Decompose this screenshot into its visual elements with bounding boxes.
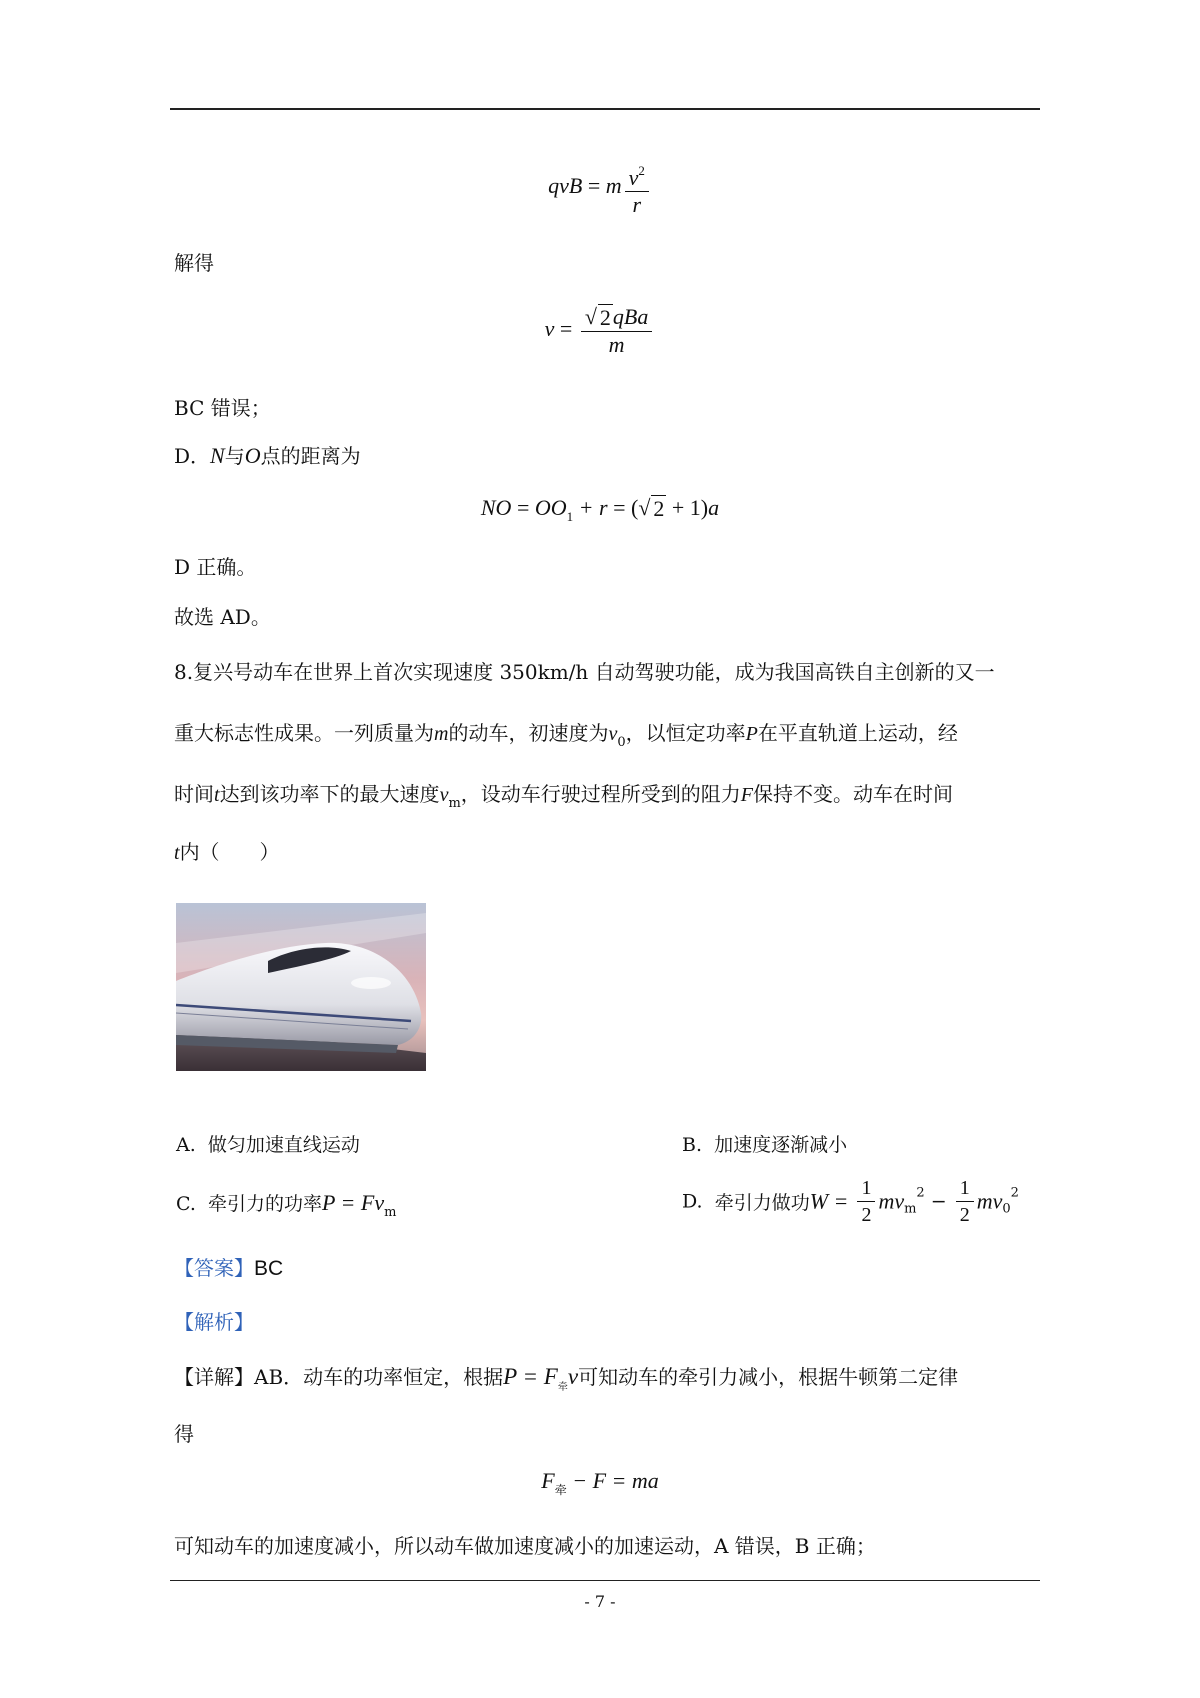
header-rule xyxy=(170,108,1040,110)
equation-lorentz: qvB = m $\frac{v^2}{r}$ xyxy=(0,158,1200,218)
equation-newton: $F_牵 - F$ = ma xyxy=(541,1468,659,1497)
page-number: - 7 - xyxy=(584,1592,616,1611)
option-a: A. 做匀加速直线运动 xyxy=(176,1134,360,1156)
option-b: B. 加速度逐渐减小 xyxy=(682,1134,848,1156)
footer-rule xyxy=(170,1580,1040,1581)
option-d: D. 牵引力做功W = $\frac{1}{2}$ $mv_m^2$ − $\frac{1}{2}$ $mv_0^2$ xyxy=(682,1177,1019,1226)
high-speed-train-photo xyxy=(176,903,426,1071)
question-8-line-2: 重大标志性成果。一列质量为m的动车，初速度为$v_0$，以恒定功率P在平直轨道上运动，经 xyxy=(174,721,958,750)
question-8-line-1: 8.复兴号动车在世界上首次实现速度 350km/h 自动驾驶功能，成为我国高铁自主创新的又一 xyxy=(174,660,995,684)
detail-line-2: 得 xyxy=(174,1422,194,1446)
answer-line: 【答案】BC xyxy=(174,1256,284,1280)
choose-text: 故选 AD。 xyxy=(174,605,271,629)
bc-wrong-text: BC 错误； xyxy=(174,396,271,420)
question-8-line-3: 时间t达到该功率下的最大速度$v_m$，设动车行驶过程所受到的阻力F保持不变。动车在时间 xyxy=(174,782,953,811)
conclusion-line: 可知动车的加速度减小，所以动车做加速度减小的加速运动，A 错误，B 正确； xyxy=(174,1534,876,1558)
question-8-line-4: t内（ ） xyxy=(174,840,280,864)
equation-distance: NO = $OO_1 + r$ = ( √ 2 + 1)a xyxy=(480,495,720,524)
d-distance-text: D．N与O点的距离为 xyxy=(174,443,361,468)
option-c: C. 牵引力的功率$P = Fv_m$ xyxy=(176,1190,397,1220)
equation-velocity: v = √ 2 qBa m xyxy=(0,304,1200,358)
detail-line-1: 【详解】AB．动车的功率恒定，根据$P = F_牵v$可知动车的牵引力减小，根据牛顿第二定律 xyxy=(174,1364,959,1393)
jiede-text: 解得 xyxy=(174,251,214,275)
d-correct-text: D 正确。 xyxy=(174,555,257,579)
analysis-heading: 【解析】 xyxy=(174,1310,254,1334)
